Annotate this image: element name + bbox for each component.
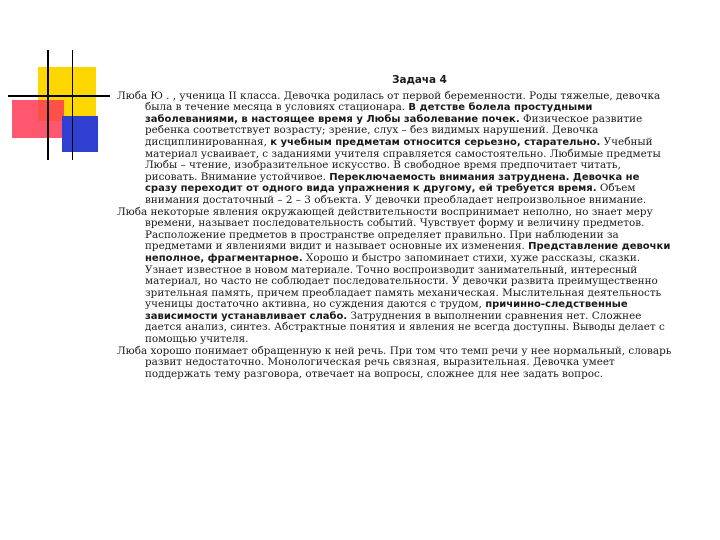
vertical-line [47,50,49,160]
text: Затруднения в выполнении сравнения нет. Сложнее дается анализ, синтез. Абстрактные понятия и явления не всегда доступны. Выводы делает с помощью учителя. [145,309,665,346]
bold-text: В детстве болела простудными заболеваниями, в настоящее время у Любы заболевание почек. [145,102,593,125]
decorative-squares [0,0,110,160]
red-square [12,100,64,138]
paragraph [117,346,672,381]
text: Физическое развитие ребенка соответствует возрасту; зрение, слух – без видимых нарушений. Девочка дисциплинированная, [145,112,643,148]
text: Учебный материал усваивает, с заданиями учителя справляется самостоятельно. Любимые предметы Любы – чтение, изобразительное искусство. В свободное время предпочитает читать, рисовать. Внимание устойчивое. [145,135,661,183]
bold-text: Переключаемость внимания затруднена. Девочка не сразу переходит от одного вида упражнения к другому, ей требуется время. [145,171,640,195]
paragraphs [117,91,672,381]
slide-content [117,75,672,380]
paragraph [117,91,672,207]
blue-square [62,116,98,152]
text: Люба Ю . , ученица II класса. Девочка родилась от первой беременности. Роды тяжелые, девочка была в течение месяца в условиях стационара. [117,89,661,114]
slide-title: Задача 4 [392,74,447,86]
vertical-line-thin [72,50,73,160]
text: Люба некоторые явления окружающей действительности воспринимает неполно, но знает меру времени, называет последовательность событий. Чувствует форму и величину предметов. Расположение предметов в пространстве определяет правильно. При наблюдении за предметами и явлениями видит и называет основные их изменения. [117,205,653,253]
horizontal-line [8,95,110,97]
paragraph [117,207,672,346]
text: Люба хорошо понимает обращенную к ней речь. При том что темп речи у нее нормальный, словарь развит недостаточно. Монологическая речь связная, выразительная. Девочка умеет поддержать тему разговора, отвечает на вопросы, сложнее для нее задать вопрос. [117,344,672,380]
bold-text: Представление девочки неполное, фрагментарное. [145,241,671,264]
text: Хорошо и быстро запоминает стихи, хуже рассказы, сказки. Узнает известное в новом материале. Точно воспроизводит занимательный, интересный материал, но часто не соблюдает последовательности. У девочки развита преимущественно зрительная память, причем преобладает память механическая. Мыслительная деятельность ученицы достаточно активна, но суждения даются с трудом, [145,251,662,311]
text: Объем внимания достаточный – 2 – 3 объекта. У девочки преобладает непроизвольное внимание. [145,182,647,206]
bold-text: причинно-следственные зависимости устанавливает слабо. [145,299,628,322]
bold-text: к учебным предметам относится серьезно, старательно. [270,136,601,148]
